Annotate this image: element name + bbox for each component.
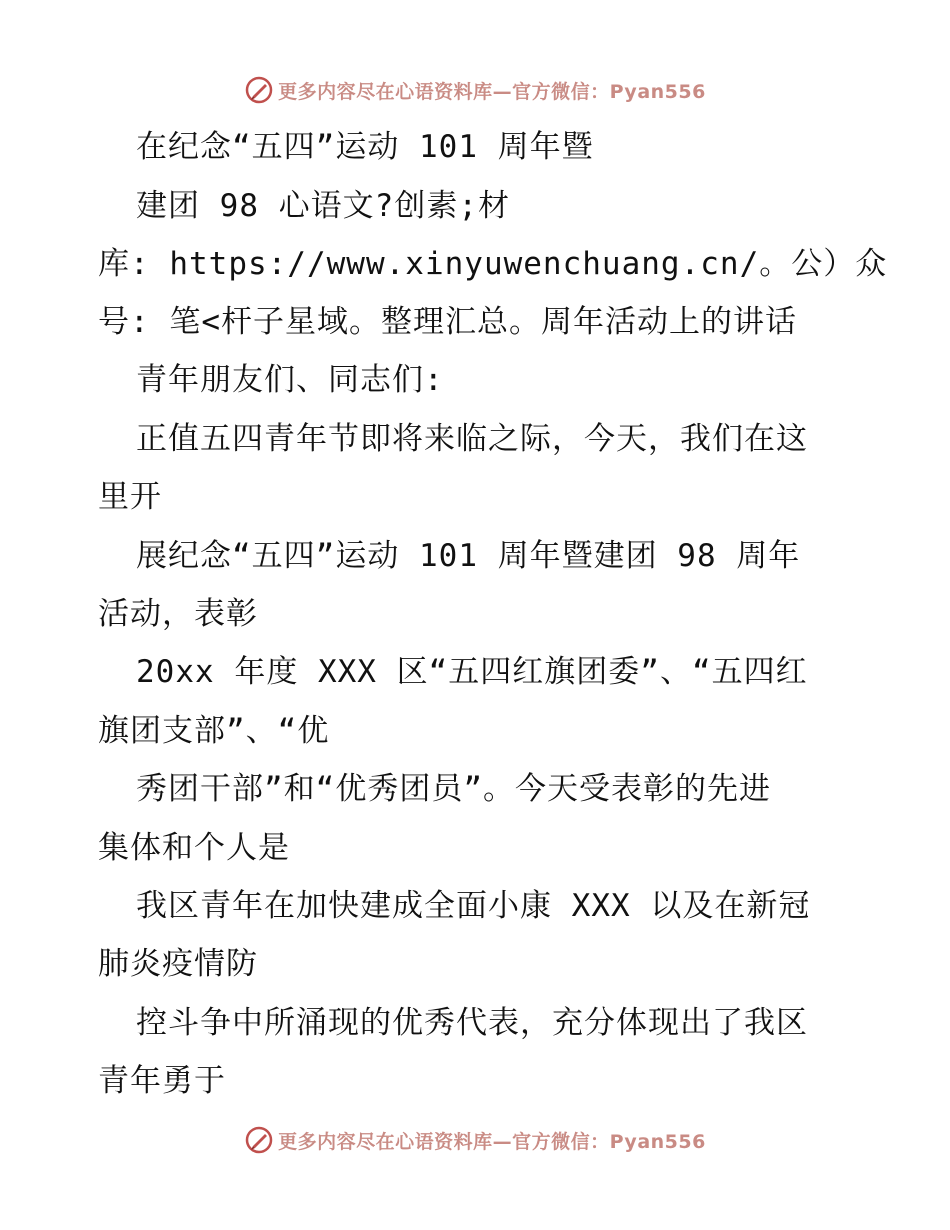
body-line: 活动，表彰 — [98, 596, 258, 632]
header-watermark — [0, 72, 950, 108]
watermark-text: 更多内容尽在心语资料库—官方微信：Pyan556 — [278, 80, 706, 103]
body-line: 号: 笔<杆子星域。整理汇总。周年活动上的讲话 — [98, 304, 797, 340]
footer-watermark — [0, 1122, 950, 1158]
body-line: 里开 — [98, 479, 162, 515]
body-line: 20xx 年度 XXX 区“五四红旗团委”、“五四红 — [136, 654, 808, 690]
body-line: 青年勇于 — [98, 1063, 226, 1099]
pen-logo-icon — [244, 75, 274, 105]
body-line: 集体和个人是 — [98, 830, 290, 866]
body-line: 正值五四青年节即将来临之际，今天，我们在这 — [136, 421, 808, 457]
body-line: 展纪念“五四”运动 101 周年暨建团 98 周年 — [136, 538, 801, 574]
body-line: 在纪念“五四”运动 101 周年暨 — [136, 129, 594, 165]
body-line: 建团 98 心语文?创素;材 — [136, 188, 510, 224]
body-line: 旗团支部”、“优 — [98, 713, 330, 749]
body-line: 青年朋友们、同志们: — [136, 362, 444, 398]
body-line: 秀团干部”和“优秀团员”。今天受表彰的先进 — [136, 771, 771, 807]
body-line: 控斗争中所涌现的优秀代表，充分体现出了我区 — [136, 1005, 808, 1041]
body-line: 我区青年在加快建成全面小康 XXX 以及在新冠 — [136, 888, 811, 924]
watermark-text: 更多内容尽在心语资料库—官方微信：Pyan556 — [278, 1130, 706, 1153]
pen-logo-icon — [244, 1125, 274, 1155]
body-line: 肺炎疫情防 — [98, 946, 258, 982]
body-line: 库: https://www.xinyuwenchuang.cn/。公）众 — [98, 246, 888, 282]
